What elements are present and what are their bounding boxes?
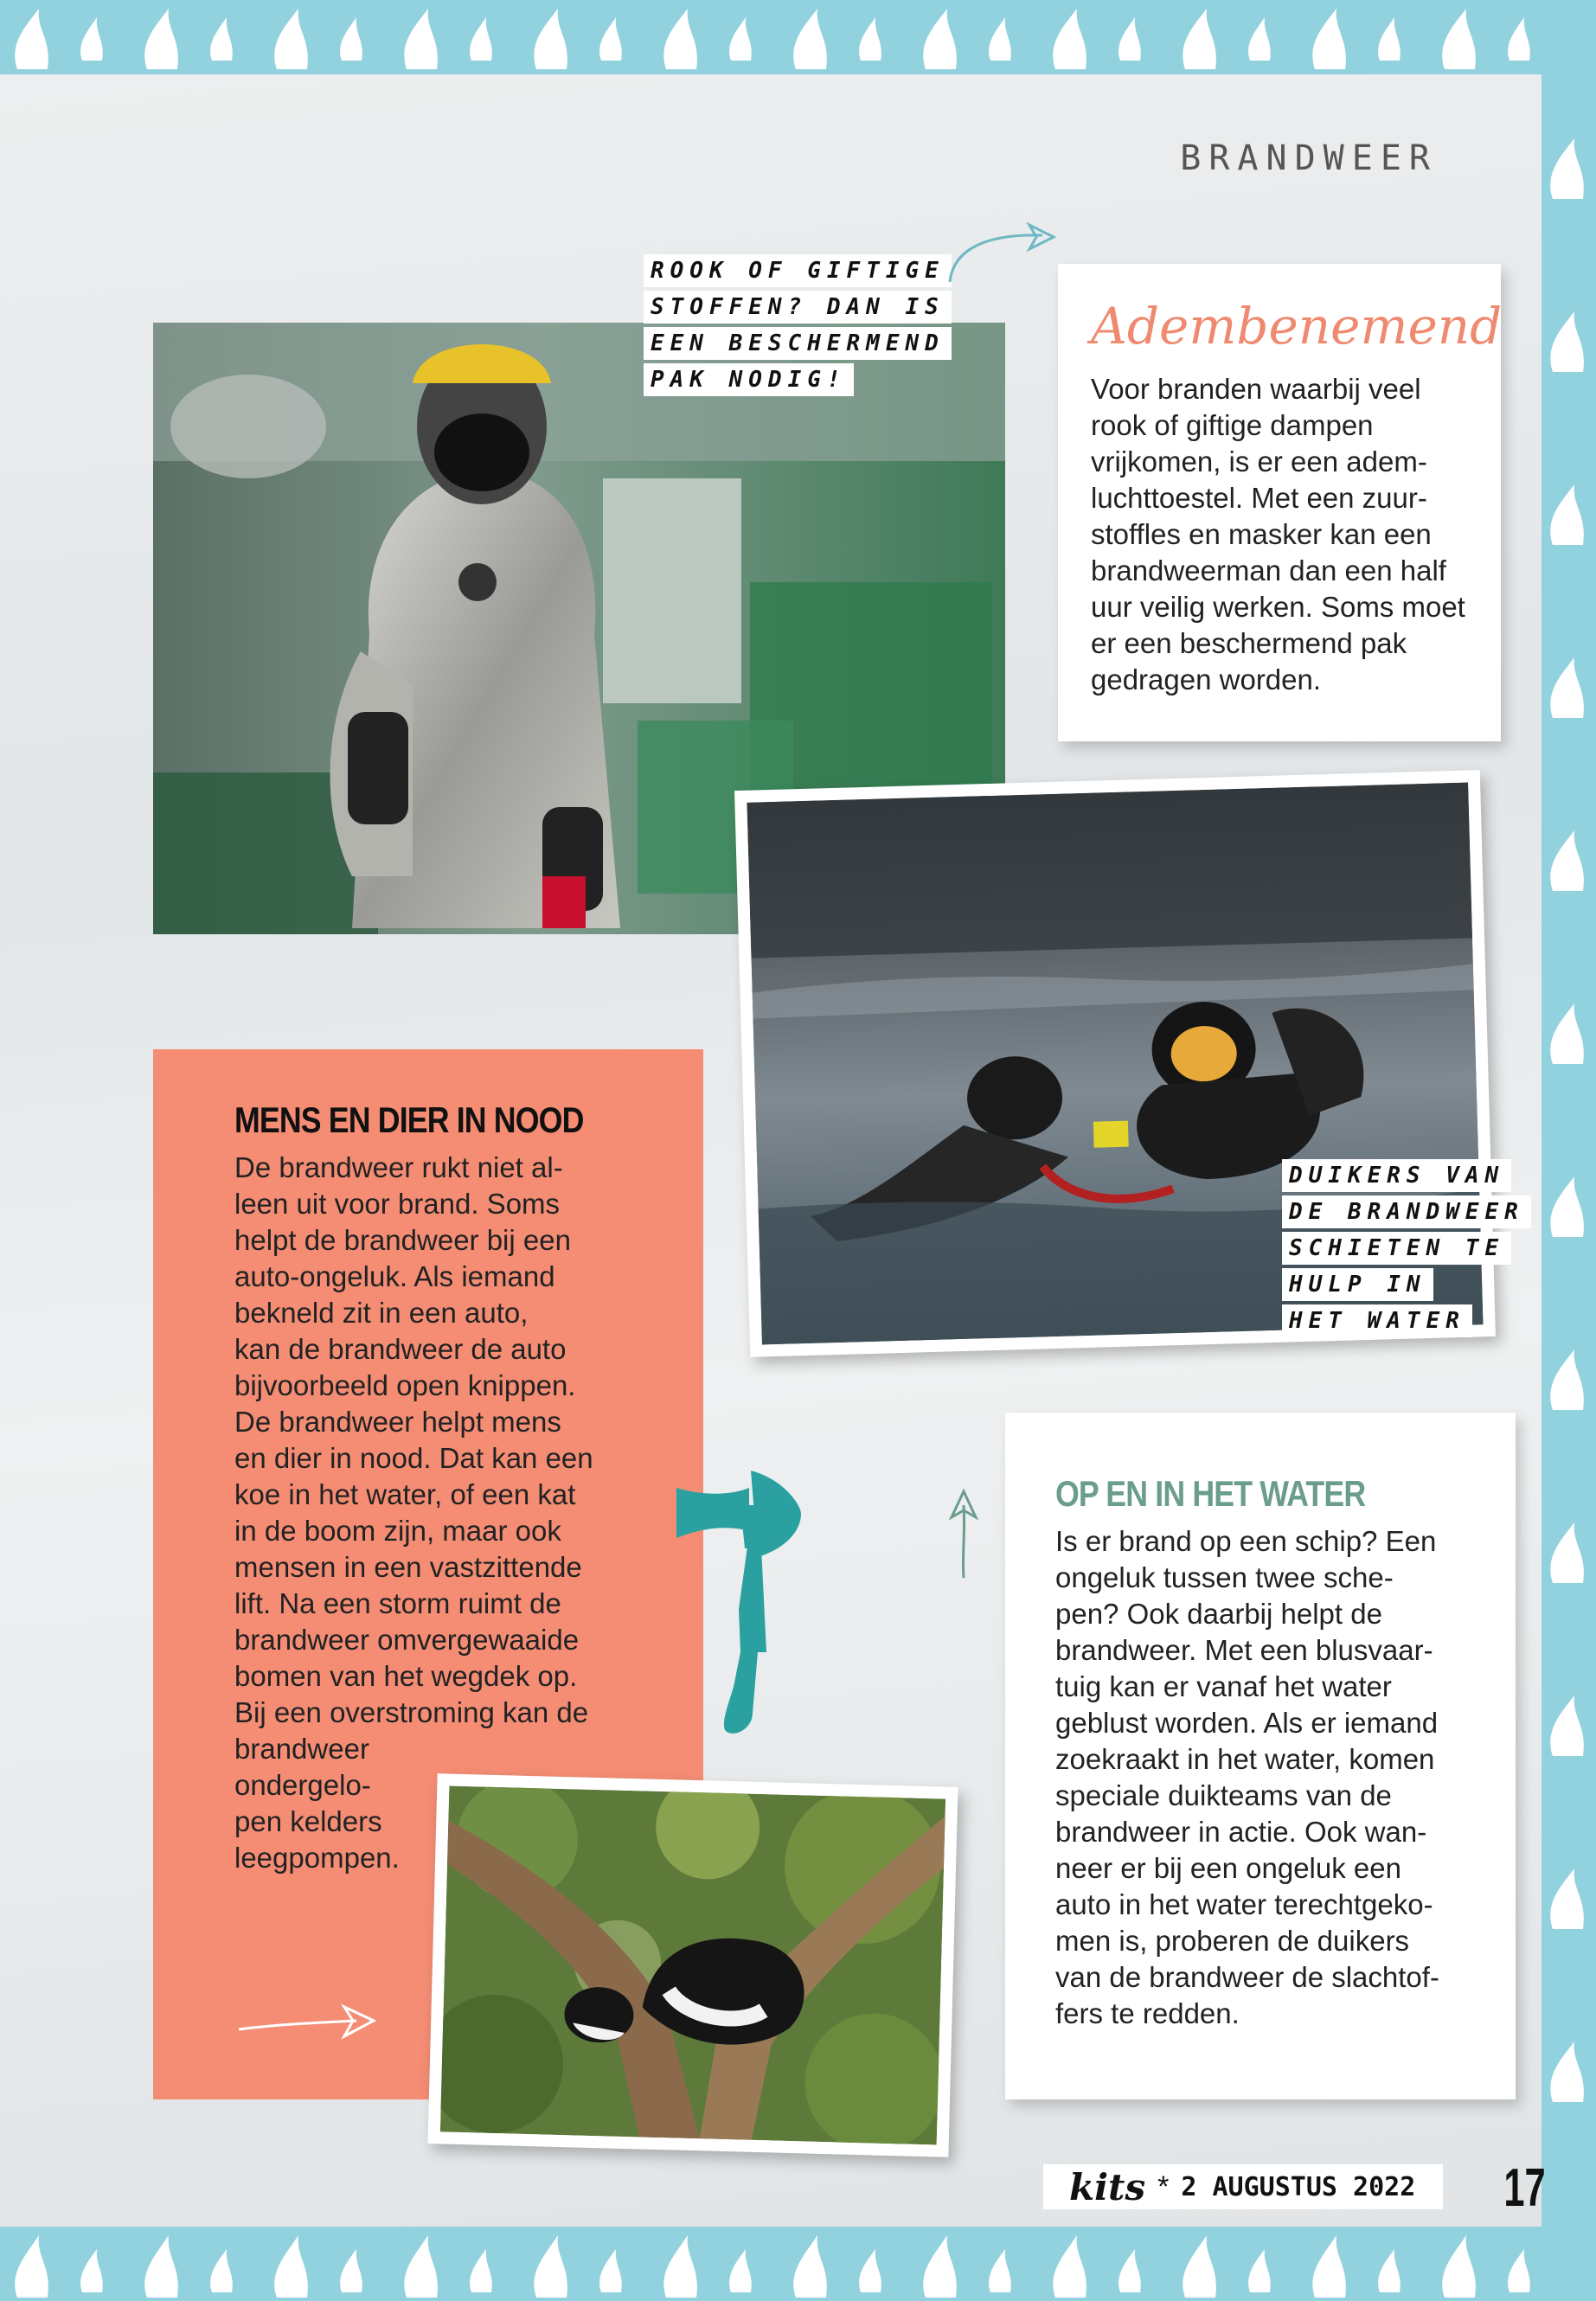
footer-star: * xyxy=(1157,2170,1170,2203)
text-line: leegpompen. xyxy=(234,1842,400,1874)
axe-icon xyxy=(671,1453,810,1747)
photo-cat-tree xyxy=(428,1773,958,2157)
text-line: van de brandweer de slachtof- xyxy=(1055,1961,1439,1993)
card-ademberemend xyxy=(1058,264,1501,741)
text-line: brandweer omvergewaaide xyxy=(234,1624,580,1656)
arrow-icon xyxy=(946,1488,981,1583)
text-line: Is er brand op een schip? Een xyxy=(1055,1525,1437,1557)
text-line: pen kelders xyxy=(234,1805,382,1837)
card-mens-dier-text xyxy=(234,1150,703,1876)
text-line: mensen in een vastzittende xyxy=(234,1551,582,1583)
text-line: De brandweer helpt mens xyxy=(234,1406,561,1438)
text-line: ondergelo- xyxy=(234,1769,371,1801)
text-line: men is, proberen de duikers xyxy=(1055,1925,1410,1957)
text-line: kan de brandweer de auto xyxy=(234,1333,567,1365)
caption-line: STOFFEN? DAN IS xyxy=(644,291,952,324)
text-line: pen? Ook daarbij helpt de xyxy=(1055,1598,1382,1630)
text-line: bekneld zit in een auto, xyxy=(234,1297,529,1329)
caption-line: PAK NODIG! xyxy=(644,363,854,396)
card-ademberemend-text: Voor branden waarbij veel rook of giftige dampen vrijkomen, is er een adem-luchttoestel. Met een zuur-stoffles en masker kan een brandweerman dan een half uur veilig werken. Soms moet er een beschermend pak gedragen worden. xyxy=(1091,373,1465,695)
text-line: fers te redden. xyxy=(1055,1997,1240,2029)
caption-line: DUIKERS VAN xyxy=(1282,1159,1511,1192)
text-line: auto in het water terechtgeko- xyxy=(1055,1888,1433,1920)
text-line: auto-ongeluk. Als iemand xyxy=(234,1260,555,1292)
arrow-icon xyxy=(943,215,1064,292)
issue-date: 2 AUGUSTUS 2022 xyxy=(1181,2171,1416,2202)
text-line: De brandweer rukt niet al- xyxy=(234,1151,563,1183)
text-line: bijvoorbeeld open knippen. xyxy=(234,1369,576,1401)
card-water xyxy=(1005,1413,1516,2099)
text-line: geblust worden. Als er iemand xyxy=(1055,1707,1439,1739)
card-ademberemend-title: Adembenemend xyxy=(1091,297,1503,356)
text-line: lift. Na een storm ruimt de xyxy=(234,1587,561,1619)
text-line: neer er bij een ongeluk een xyxy=(1055,1852,1401,1884)
flame-pattern-right xyxy=(1540,0,1596,2301)
text-line: brandweer. Met een blusvaar- xyxy=(1055,1634,1433,1666)
caption-line: EEN BESCHERMEND xyxy=(644,327,952,360)
caption-line: SCHIETEN TE xyxy=(1282,1232,1511,1265)
caption-divers xyxy=(1282,1159,1531,1341)
card-mens-dier-title: MENS EN DIER IN NOOD xyxy=(234,1099,584,1140)
caption-line: ROOK OF GIFTIGE xyxy=(644,254,952,287)
caption-protective-suit xyxy=(644,254,952,400)
text-line: tuig kan er vanaf het water xyxy=(1055,1670,1392,1702)
caption-line: HET WATER xyxy=(1282,1304,1472,1337)
card-water-text xyxy=(1055,1523,1516,2032)
text-line: brandweer xyxy=(234,1733,369,1765)
footer xyxy=(1043,2164,1443,2209)
text-line: ongeluk tussen twee sche- xyxy=(1055,1561,1394,1593)
text-line: koe in het water, of een kat xyxy=(234,1478,576,1510)
text-line: speciale duikteams van de xyxy=(1055,1779,1392,1811)
magazine-logo: kits xyxy=(1069,2165,1146,2208)
text-line: Bij een overstroming kan de xyxy=(234,1696,589,1728)
text-line: leen uit voor brand. Soms xyxy=(234,1188,561,1220)
caption-line: HULP IN xyxy=(1282,1268,1433,1301)
card-water-title: OP EN IN HET WATER xyxy=(1055,1473,1366,1514)
text-line: bomen van het wegdek op. xyxy=(234,1660,578,1692)
section-label: BRANDWEER xyxy=(1180,138,1438,178)
text-line: brandweer in actie. Ook wan- xyxy=(1055,1816,1427,1848)
caption-line: DE BRANDWEER xyxy=(1282,1195,1531,1228)
flame-pattern-bottom xyxy=(0,2225,1596,2301)
text-line: zoekraakt in het water, komen xyxy=(1055,1743,1435,1775)
cat-tree-image xyxy=(440,1786,945,2145)
text-line: en dier in nood. Dat kan een xyxy=(234,1442,593,1474)
page-number: 17 xyxy=(1503,2158,1546,2218)
flame-pattern-top xyxy=(0,0,1596,76)
text-line: in de boom zijn, maar ook xyxy=(234,1515,561,1547)
text-line: helpt de brandweer bij een xyxy=(234,1224,571,1256)
arrow-icon xyxy=(235,1988,382,2048)
